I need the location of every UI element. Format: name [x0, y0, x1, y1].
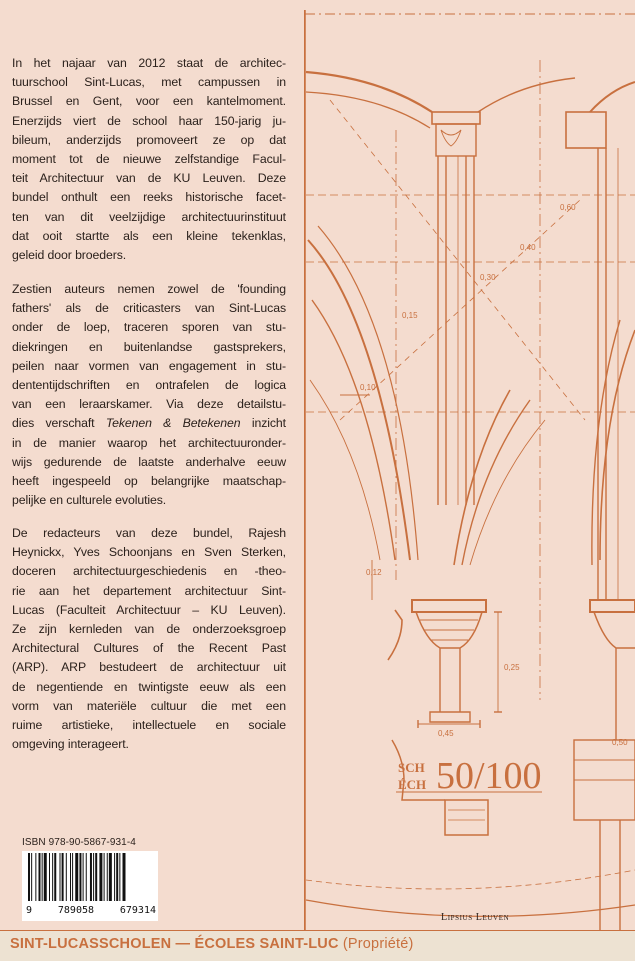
text-line: in de manier waarop het architectuuronder-	[12, 435, 286, 450]
book-title: Tekenen & Betekenen	[105, 416, 241, 431]
barcode-bar	[72, 853, 73, 901]
dimension-label: 0,15	[402, 311, 418, 320]
barcode-bar	[95, 853, 97, 901]
text-line: Ze zijn kernleden van de onderzoeksgroep	[12, 622, 286, 637]
text-line: peilen naar vormen van engagement in stu-	[12, 358, 286, 373]
text-line: heeft ingespeeld op belangrijke maatschap-	[12, 474, 286, 489]
barcode-bar	[99, 853, 102, 901]
barcode-bar	[75, 853, 78, 901]
dimension-label: 0,40	[520, 243, 536, 252]
barcode-bar	[35, 853, 36, 901]
barcode-bar	[93, 853, 94, 901]
barcode-bar	[60, 853, 61, 901]
barcode-bar	[52, 853, 53, 901]
text-line: tuurschool Sint-Lucas, met campussen in	[12, 75, 286, 90]
barcode-bar	[90, 853, 92, 901]
barcode-bar	[114, 853, 115, 901]
barcode-bar	[109, 853, 112, 901]
text-line: ten van dit veelzijdige architectuurinstituut	[12, 209, 286, 224]
barcode-bar	[28, 853, 30, 901]
scale-label-bottom: ÉCH	[398, 777, 427, 792]
barcode-digit-group: 789058	[57, 905, 95, 916]
text-line: van een leraarskamer. Via deze detailstu-	[12, 397, 286, 412]
barcode-digit-group: 9	[26, 905, 33, 916]
footer-propriete: (Propriété)	[342, 936, 414, 952]
barcode-bar	[116, 853, 118, 901]
text-line: ruime artistieke, intellectuele en sociale	[12, 718, 286, 733]
barcode-bar	[54, 853, 56, 901]
barcode-bar	[123, 853, 126, 901]
scale-value: 50/100	[436, 755, 542, 797]
text-line: In het najaar van 2012 staat de architec-	[12, 56, 286, 70]
text-line: bileum, anderzijds promoveert ze op dat	[12, 132, 286, 147]
scale-label-top: SCH	[398, 760, 425, 775]
dimension-label: 0,25	[504, 663, 520, 672]
intro-paragraph	[12, 54, 286, 265]
barcode-bar	[70, 853, 71, 901]
text-line: Zestien auteurs nemen zowel de 'founding	[12, 282, 286, 296]
text-line: Brussel en Gent, voor een kantelmoment.	[12, 94, 286, 109]
barcode-bar	[66, 853, 67, 901]
barcode-bar	[44, 853, 47, 901]
barcode-bar	[119, 853, 120, 901]
text-line: teit Architectuur van de KU Leuven. Deze	[12, 171, 286, 186]
barcode-bar	[42, 853, 43, 901]
text-line: Enerzijds viert de school haar 150-jarig ju-	[12, 113, 286, 128]
text-line: dat ooit startte als een kleine tekenklas,	[12, 228, 286, 243]
barcode-bar	[39, 853, 41, 901]
dimension-label: 0,10	[360, 383, 376, 392]
text-line: geleid door broeders.	[12, 248, 127, 263]
barcode-bar	[79, 853, 81, 901]
text-line: Lucas (Faculteit Architectuur – KU Leuven).	[12, 602, 286, 617]
isbn-text: ISBN 978-90-5867-931-4	[22, 837, 136, 848]
text-line: dententijdschriften en ontrafelen de logica	[12, 378, 286, 393]
dimension-label: 0,50	[612, 738, 628, 747]
text-line: omgeving interageert.	[12, 737, 129, 752]
text-line: vorm van materiële cultuur die met een	[12, 698, 286, 713]
dimension-label: 0,45	[438, 729, 454, 738]
publisher-name: Lipsius Leuven	[441, 912, 510, 923]
text-line: de negentiende en twintigste eeuw als een	[12, 679, 286, 694]
barcode-bar	[49, 853, 50, 901]
text-line: wijs gedurende de laatste anderhalve eeuw	[12, 454, 286, 469]
text-line: rie aan het departement architectuur Sint-	[12, 583, 286, 598]
text-line: De redacteurs van deze bundel, Rajesh	[12, 526, 286, 540]
text-line: diekringen en buitenlandse gastsprekers,	[12, 339, 286, 354]
editors-paragraph	[12, 524, 286, 754]
barcode-bar	[62, 853, 64, 901]
barcode-digit-group: 679314	[119, 905, 156, 916]
text-line: Architectural Cultures of the Recent Past	[12, 641, 286, 656]
dimension-label: 0,60	[560, 203, 576, 212]
text-line: fathers' als de criticasters van Sint-Lucas	[12, 301, 286, 316]
barcode-bar	[83, 853, 84, 901]
text-line: Heynickx, Yves Schoonjans en Sven Sterken,	[12, 545, 286, 560]
dimension-label: 0,30	[480, 273, 496, 282]
barcode-bars	[22, 851, 158, 903]
barcode-digits	[26, 905, 156, 916]
text-line: doceren architectuurgeschiedenis en -theo-	[12, 564, 286, 579]
barcode-bar	[107, 853, 108, 901]
dimension-label: 0,12	[366, 568, 382, 577]
footer-stamp: SINT-LUCASSCHOLEN — ÉCOLES SAINT-LUC (Propriété)	[10, 936, 414, 952]
barcode-bar	[86, 853, 87, 901]
text-line: (ARP). ARP bestudeert de architectuur uit	[12, 660, 286, 675]
text-line: pelijke en culturele evoluties.	[12, 493, 167, 508]
barcode-bar	[104, 853, 105, 901]
text-line: dies verschaft Tekenen & Betekenen inzicht	[12, 416, 286, 431]
text-line: moment tot de nieuwe zelfstandige Facul-	[12, 152, 286, 167]
authors-paragraph	[12, 280, 286, 510]
barcode-bar	[31, 853, 32, 901]
text-line: onder de loep, traceren sporen van stu-	[12, 320, 286, 335]
text-line: bundel onthult een reeks historische facet-	[12, 190, 286, 205]
